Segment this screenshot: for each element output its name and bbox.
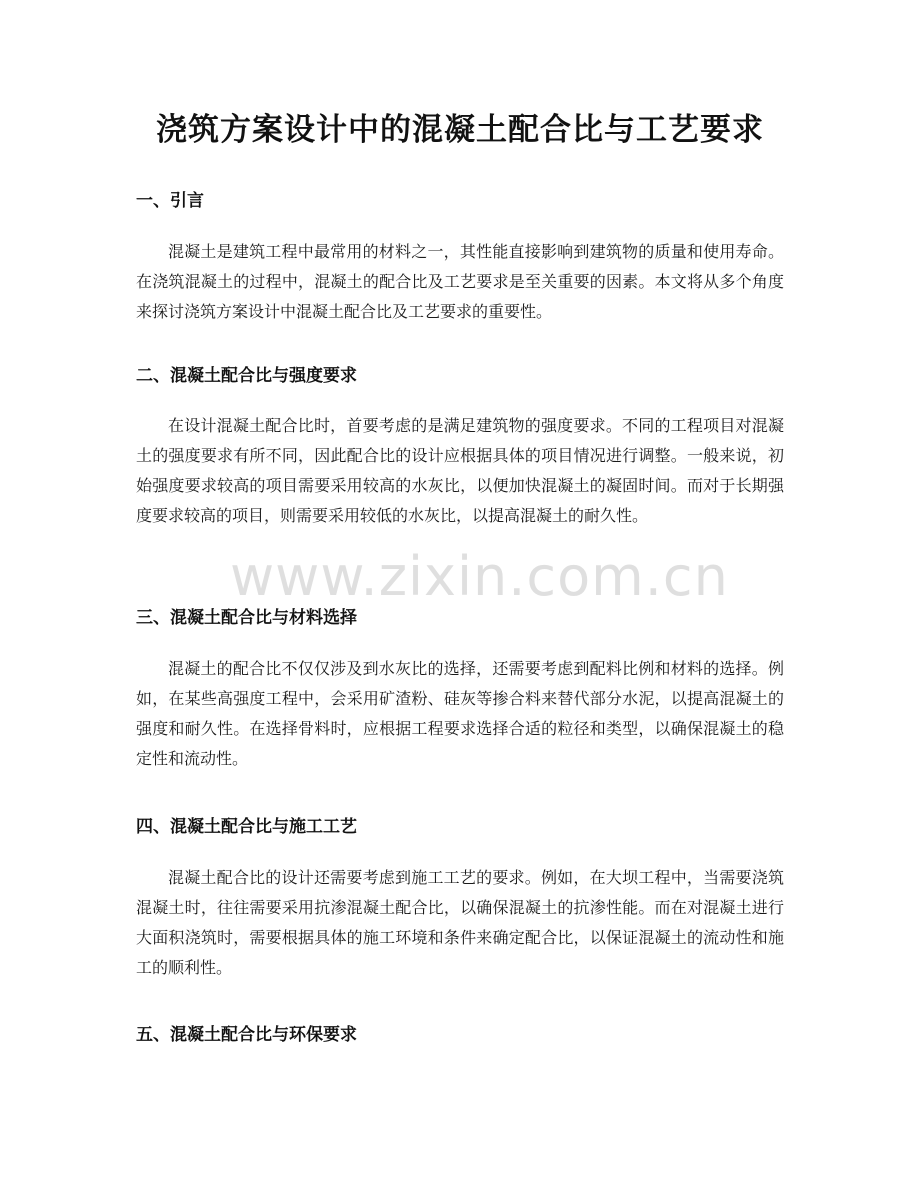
section-heading-intro: 一、引言 [136, 191, 204, 211]
section-paragraph-materials: 混凝土的配合比不仅仅涉及到水灰比的选择，还需要考虑到配料比例和材料的选择。例如，在某些高强度工程中，会采用矿渣粉、硅灰等掺合料来替代部分水泥，以提高混凝土的强度和耐久性。在选择骨料时，应根据工程要求选择合适的粒径和类型，以确保混凝土的稳定性和流动性。 [136, 659, 784, 768]
section-heading-environment: 五、混凝土配合比与环保要求 [136, 1025, 357, 1045]
section-paragraph-intro: 混凝土是建筑工程中最常用的材料之一，其性能直接影响到建筑物的质量和使用寿命。在浇筑混凝土的过程中，混凝土的配合比及工艺要求是至关重要的因素。本文将从多个角度来探讨浇筑方案设计中混凝土配合比及工艺要求的重要性。 [136, 242, 784, 321]
document-title: 浇筑方案设计中的混凝土配合比与工艺要求 [156, 112, 764, 148]
section-heading-strength: 二、混凝土配合比与强度要求 [136, 366, 357, 386]
section-heading-materials: 三、混凝土配合比与材料选择 [136, 608, 357, 628]
section-heading-construction: 四、混凝土配合比与施工工艺 [136, 817, 357, 837]
watermark: www.zixin.com.cn [230, 545, 729, 608]
section-paragraph-construction: 混凝土配合比的设计还需要考虑到施工工艺的要求。例如，在大坝工程中，当需要浇筑混凝土时，往往需要采用抗渗混凝土配合比，以确保混凝土的抗渗性能。而在对混凝土进行大面积浇筑时，需要根据具体的施工环境和条件来确定配合比，以保证混凝土的流动性和施工的顺利性。 [136, 868, 784, 977]
section-paragraph-strength: 在设计混凝土配合比时，首要考虑的是满足建筑物的强度要求。不同的工程项目对混凝土的强度要求有所不同，因此配合比的设计应根据具体的项目情况进行调整。一般来说，初始强度要求较高的项目需要采用较高的水灰比，以便加快混凝土的凝固时间。而对于长期强度要求较高的项目，则需要采用较低的水灰比，以提高混凝土的耐久性。 [136, 416, 784, 525]
